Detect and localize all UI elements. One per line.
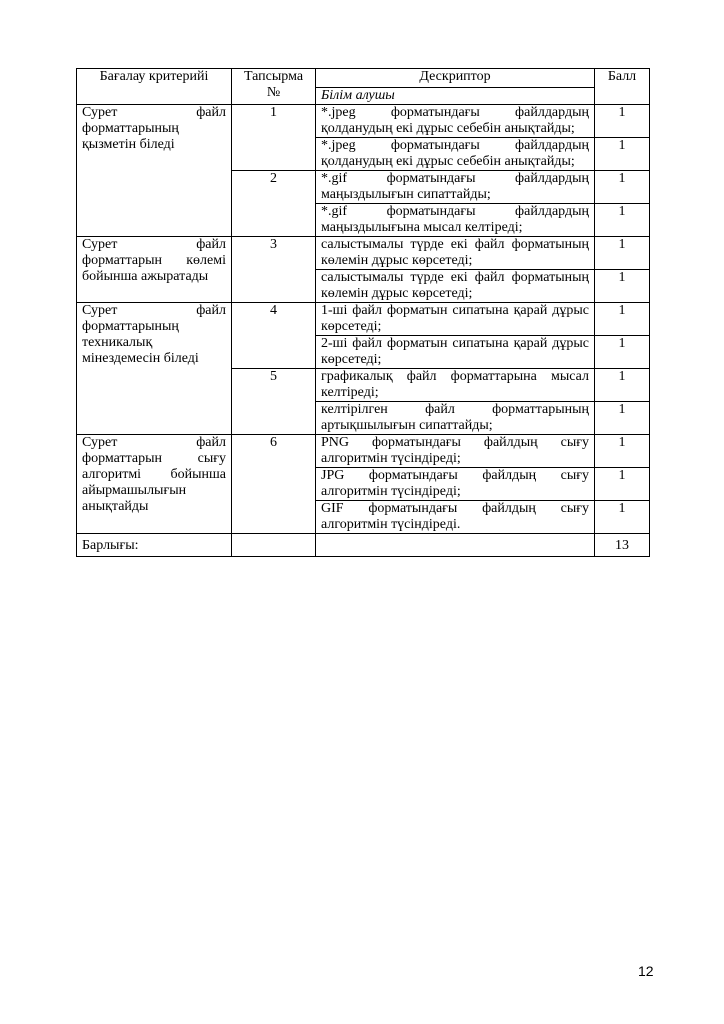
- descriptor-cell: *.gif форматындағы файлдардың маңыздылығына мысал келтіреді;: [316, 204, 595, 237]
- score-cell: 1: [595, 435, 650, 468]
- assessment-rubric-table: [76, 68, 650, 557]
- descriptor-header: Дескриптор: [316, 69, 595, 88]
- descriptor-cell: салыстымалы түрде екі файл форматының көлемін дұрыс көрсетеді;: [316, 237, 595, 270]
- descriptor-cell: GIF форматындағы файлдың сығу алгоритмін түсіндіреді.: [316, 501, 595, 534]
- task-number: 6: [232, 435, 316, 534]
- score-cell: 1: [595, 402, 650, 435]
- score-header: Балл: [595, 69, 650, 105]
- score-cell: 1: [595, 270, 650, 303]
- task-number: 4: [232, 303, 316, 369]
- total-row: [77, 534, 650, 557]
- descriptor-cell: *.jpeg форматындағы файлдардың қолданудың екі дұрыс себебін анықтайды;: [316, 138, 595, 171]
- table-row: [77, 237, 650, 270]
- criterion-cell: Сурет файл форматтарын көлемі бойынша ажыратады: [77, 237, 232, 303]
- score-cell: 1: [595, 138, 650, 171]
- descriptor-cell: PNG форматындағы файлдың сығу алгоритмін түсіндіреді;: [316, 435, 595, 468]
- page-number: 12: [638, 963, 654, 979]
- score-cell: 1: [595, 303, 650, 336]
- descriptor-cell: келтірілген файл форматтарының артықшылығын сипаттайды;: [316, 402, 595, 435]
- score-cell: 1: [595, 468, 650, 501]
- table-row: [77, 105, 650, 138]
- descriptor-cell: графикалық файл форматтарына мысал келтіреді;: [316, 369, 595, 402]
- criterion-header: Бағалау критерийі: [77, 69, 232, 105]
- descriptor-cell: 2-ші файл форматын сипатына қарай дұрыс көрсетеді;: [316, 336, 595, 369]
- score-cell: 1: [595, 171, 650, 204]
- descriptor-cell: салыстымалы түрде екі файл форматының көлемін дұрыс көрсетеді;: [316, 270, 595, 303]
- descriptor-cell: JPG форматындағы файлдың сығу алгоритмін түсіндіреді;: [316, 468, 595, 501]
- score-cell: 1: [595, 204, 650, 237]
- score-cell: 1: [595, 336, 650, 369]
- task-header-line1: Тапсырма: [243, 69, 304, 84]
- descriptor-cell: 1-ші файл форматын сипатына қарай дұрыс көрсетеді;: [316, 303, 595, 336]
- header-row: [77, 69, 650, 88]
- task-number: 3: [232, 237, 316, 303]
- total-label: [77, 534, 232, 557]
- table-row: [77, 435, 650, 468]
- score-cell: 1: [595, 105, 650, 138]
- task-number: 2: [232, 171, 316, 237]
- task-number: 5: [232, 369, 316, 435]
- score-cell: 1: [595, 237, 650, 270]
- task-header: [232, 69, 316, 105]
- criterion-cell: Сурет файл форматтарын сығу алгоритмі бойынша айырмашылығын анықтайды: [77, 435, 232, 534]
- table-row: [77, 303, 650, 336]
- score-cell: 1: [595, 501, 650, 534]
- total-empty-cell: [316, 534, 595, 557]
- task-number: 1: [232, 105, 316, 171]
- score-cell: 1: [595, 369, 650, 402]
- criterion-cell: Сурет файл форматтарының қызметін біледі: [77, 105, 232, 237]
- total-score: 13: [595, 534, 650, 557]
- task-header-line2: №: [266, 85, 281, 100]
- descriptor-cell: *.gif форматындағы файлдардың маңыздылығын сипаттайды;: [316, 171, 595, 204]
- descriptor-subheader: Білім алушы: [316, 88, 595, 105]
- total-label-text: Барлығы: [82, 538, 135, 553]
- descriptor-cell: *.jpeg форматындағы файлдардың қолданудың екі дұрыс себебін анықтайды;: [316, 105, 595, 138]
- total-label-colon: :: [134, 538, 139, 553]
- criterion-cell: Сурет файл форматтарының техникалық мінездемесін біледі: [77, 303, 232, 435]
- total-empty-cell: [232, 534, 316, 557]
